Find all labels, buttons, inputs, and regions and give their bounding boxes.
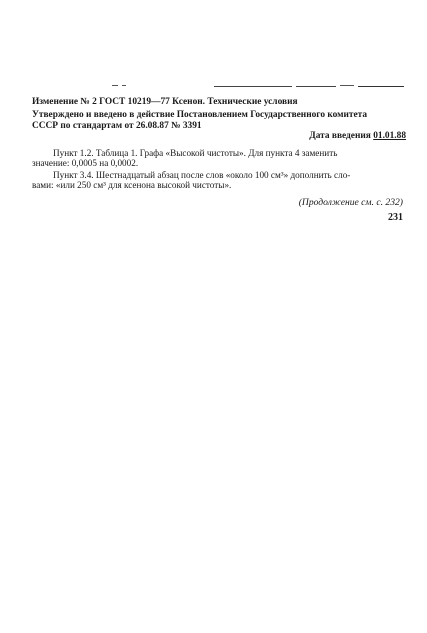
decorative-rule [122,85,126,86]
decorative-rule [358,86,404,87]
decorative-rule [296,86,336,87]
paragraph-2-line-1: Пункт 3.4. Шестнадцатый абзац после слов «около 100 см³» дополнить сло- [53,170,351,180]
paragraph-1-line-1: Пункт 1.2. Таблица 1. Графа «Высокой чистоты». Для пункта 4 заменить [53,148,338,158]
decorative-rule [214,86,292,87]
intro-date-label: Дата введения [309,131,371,141]
decorative-rule [340,85,354,86]
approval-line-1: Утверждено и введено в действие Постановлением Государственного комитета [32,110,368,120]
intro-date-block [309,131,406,142]
approval-line-2: СССР по стандартам от 26.08.87 № 3391 [32,121,202,131]
decorative-rule [112,85,118,86]
paragraph-1-line-2: значение: 0,0005 на 0,0002. [32,158,139,168]
paragraph-2-line-2: вами: «или 250 см³ для ксенона высокой чистоты». [32,180,232,190]
continuation-note: (Продолжение см. с. 232) [298,197,403,208]
amendment-title: Изменение № 2 ГОСТ 10219—77 Ксенон. Технические условия [32,97,298,107]
page-number: 231 [388,212,403,223]
intro-date-value: 01.01.88 [373,131,406,141]
